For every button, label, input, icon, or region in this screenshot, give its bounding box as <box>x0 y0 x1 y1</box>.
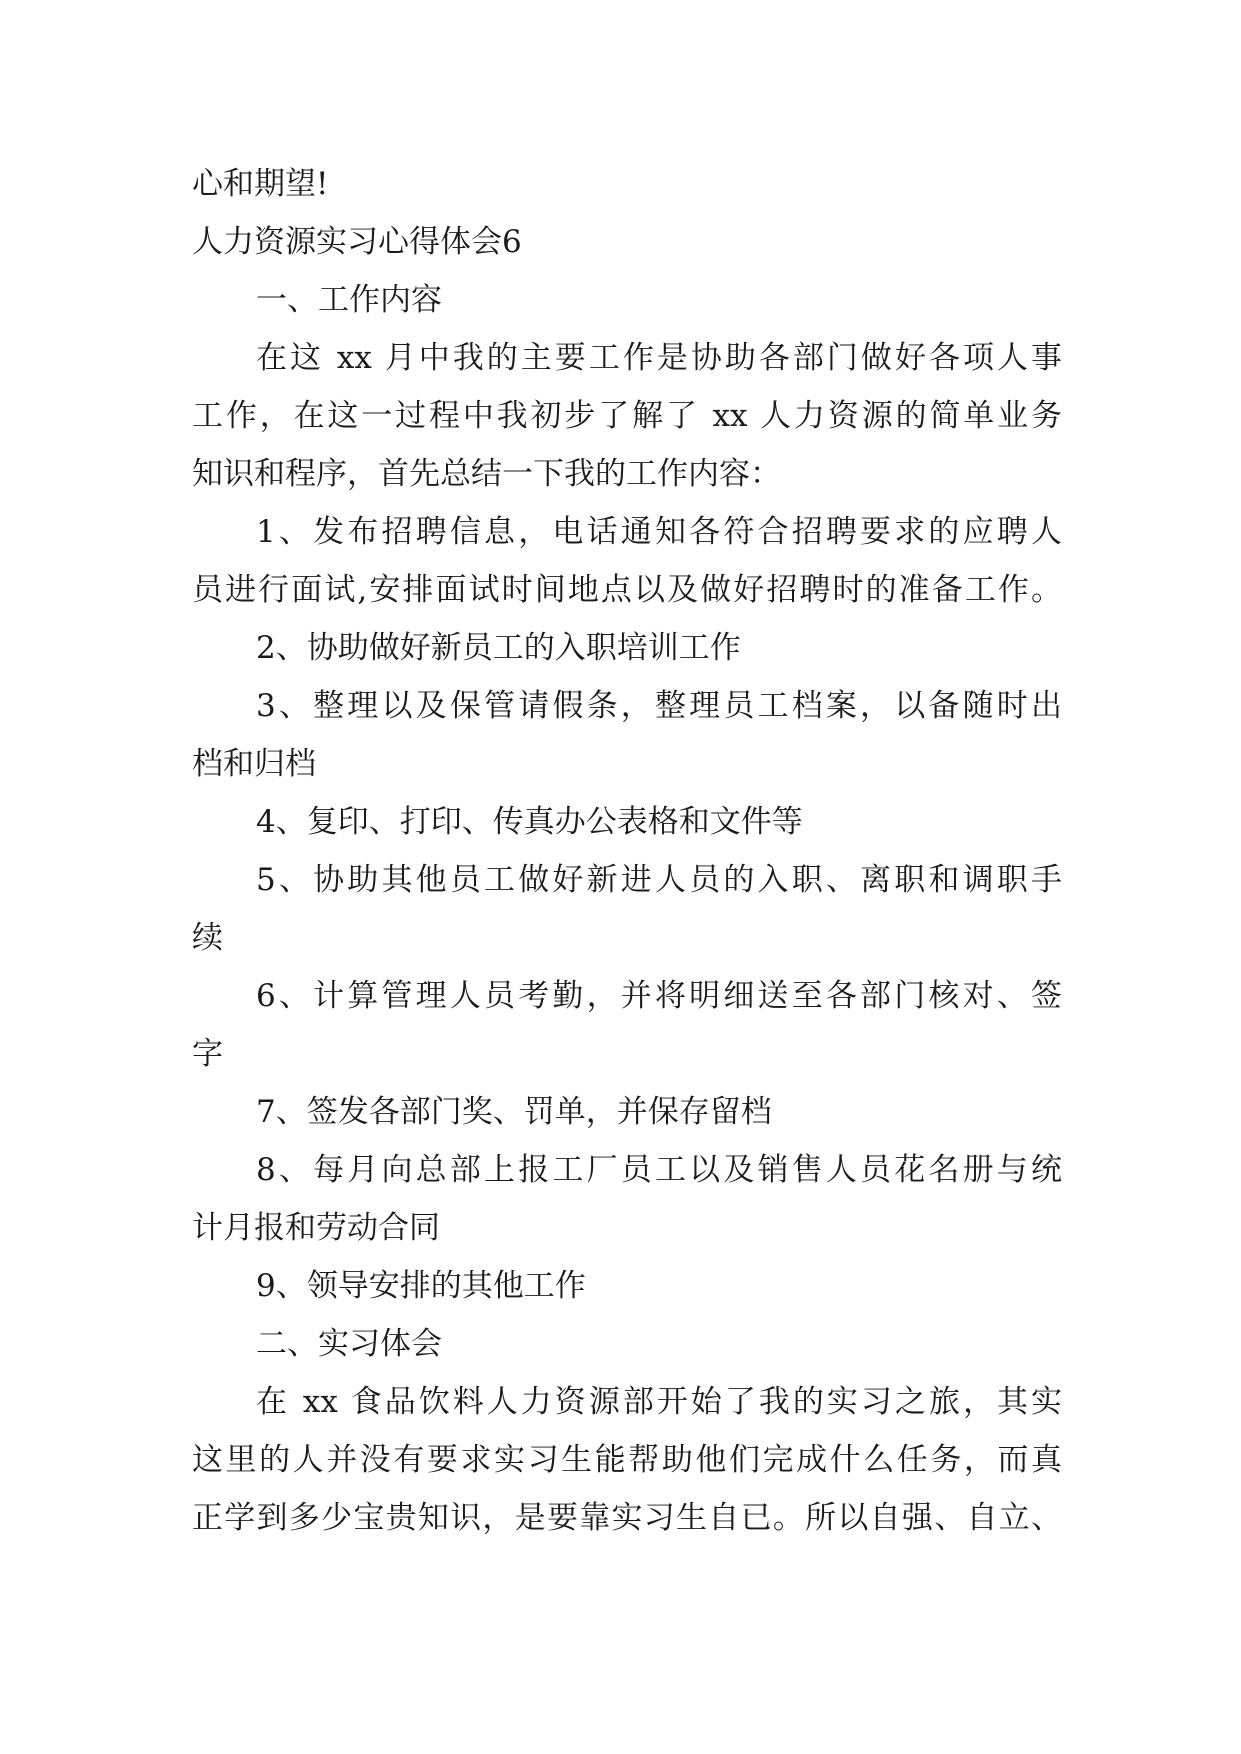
text-line: 这里的人并没有要求实习生能帮助他们完成什么任务，而真 <box>192 1442 1062 1478</box>
list-item-3: 3、整理以及保管请假条，整理员工档案，以备随时出 <box>256 688 1062 724</box>
text-line: 在这 xx 月中我的主要工作是协助各部门做好各项人事 <box>256 340 1062 376</box>
list-item-1: 1、发布招聘信息，电话通知各符合招聘要求的应聘人 <box>256 514 1062 550</box>
list-item-5: 5、协助其他员工做好新进人员的入职、离职和调职手 <box>256 862 1062 898</box>
text-line: 工作，在这一过程中我初步了解了 xx 人力资源的简单业务 <box>192 398 1062 434</box>
text-line: 字 <box>192 1036 223 1072</box>
list-item-7: 7、签发各部门奖、罚单，并保存留档 <box>256 1094 772 1130</box>
text-line: 档和归档 <box>192 746 316 782</box>
section-heading: 人力资源实习心得体会6 <box>192 224 522 260</box>
list-item-6: 6、计算管理人员考勤，并将明细送至各部门核对、签 <box>256 978 1062 1014</box>
text-line: 正学到多少宝贵知识，是要靠实习生自已。所以自强、自立、 <box>192 1500 1062 1536</box>
text-line: 心和期望! <box>192 166 329 202</box>
document-body <box>192 155 1062 1547</box>
list-item-2: 2、协助做好新员工的入职培训工作 <box>256 630 741 666</box>
text-line: 员进行面试,安排面试时间地点以及做好招聘时的准备工作。 <box>192 572 1062 608</box>
subheading-internship-reflection: 二、实习体会 <box>256 1326 442 1362</box>
text-line: 知识和程序，首先总结一下我的工作内容： <box>192 456 781 492</box>
text-line: 在 xx 食品饮料人力资源部开始了我的实习之旅，其实 <box>256 1384 1062 1420</box>
list-item-9: 9、领导安排的其他工作 <box>256 1268 586 1304</box>
text-line: 续 <box>192 920 223 956</box>
text-line: 计月报和劳动合同 <box>192 1210 440 1246</box>
list-item-4: 4、复印、打印、传真办公表格和文件等 <box>256 804 803 840</box>
subheading-work-content: 一、工作内容 <box>256 282 442 318</box>
list-item-8: 8、每月向总部上报工厂员工以及销售人员花名册与统 <box>256 1152 1062 1188</box>
